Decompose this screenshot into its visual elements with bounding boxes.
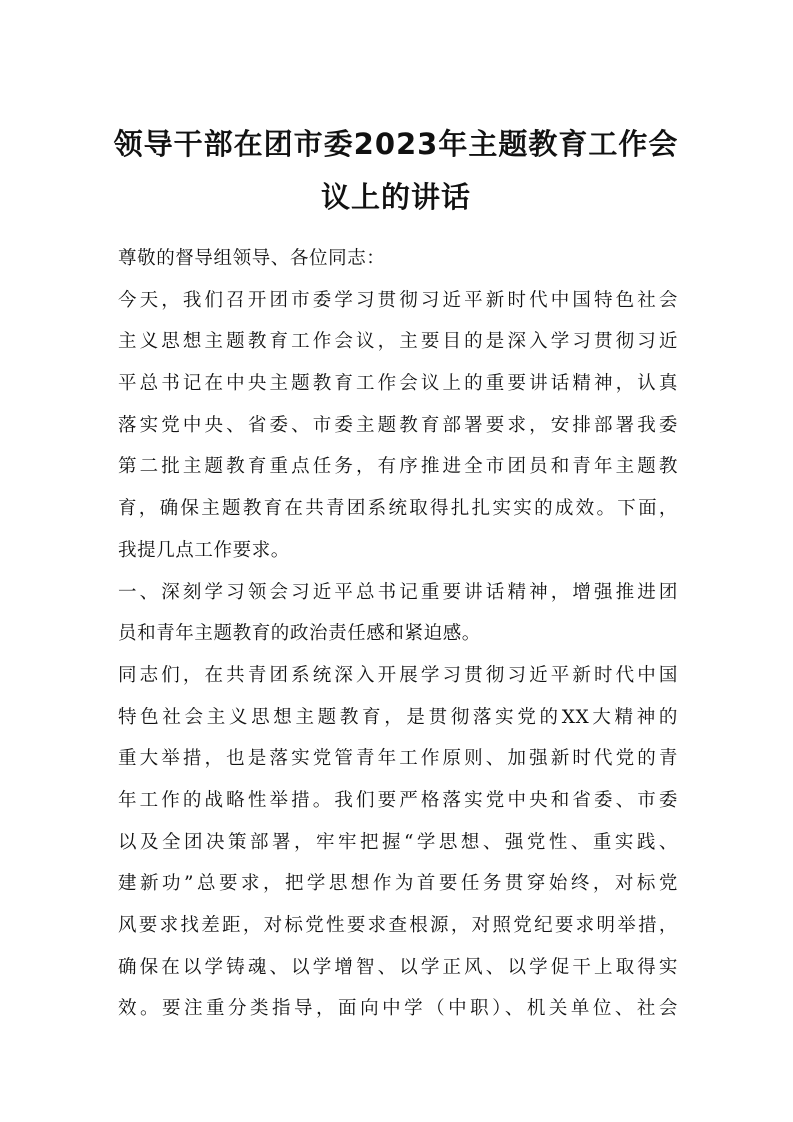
document-body: [118, 238, 678, 1030]
title-line-2: 议上的讲话: [320, 180, 471, 214]
paragraph-line: 重大举措，也是落实党管青年工作原则、加强新时代党的青: [118, 748, 678, 770]
section-heading-line: 一、深刻学习领会习近平总书记重要讲话精神，增强推进团: [118, 581, 678, 603]
paragraph-line: 建新功”总要求，把学思想作为首要任务贯穿始终，对标党: [118, 873, 678, 895]
paragraph-line: 平总书记在中央主题教育工作会议上的重要讲话精神，认真: [118, 373, 678, 395]
paragraph-line: 第二批主题教育重点任务，有序推进全市团员和青年主题教: [118, 456, 678, 478]
paragraph-line: 特色社会主义思想主题教育，是贯彻落实党的XX大精神的: [118, 706, 678, 728]
paragraph-line: 主义思想主题教育工作会议，主要目的是深入学习贯彻习近: [118, 331, 678, 353]
paragraph-line: 落实党中央、省委、市委主题教育部署要求，安排部署我委: [118, 414, 678, 436]
paragraph-line: 确保在以学铸魂、以学增智、以学正风、以学促干上取得实: [118, 956, 678, 978]
document-title: [100, 118, 692, 224]
section-heading-line: 员和青年主题教育的政治责任感和紧迫感。: [118, 623, 481, 645]
paragraph-line: 同志们，在共青团系统深入开展学习贯彻习近平新时代中国: [118, 664, 678, 686]
title-line-1: 领导干部在团市委2023年主题教育工作会: [113, 127, 679, 161]
paragraph-line: 以及全团决策部署，牢牢把握“学思想、强党性、重实践、: [118, 831, 678, 853]
paragraph-line: 我提几点工作要求。: [118, 539, 290, 561]
salutation-line: 尊敬的督导组领导、各位同志：: [118, 248, 386, 269]
paragraph-line: 今天，我们召开团市委学习贯彻习近平新时代中国特色社会: [118, 289, 678, 311]
paragraph-line: 年工作的战略性举措。我们要严格落实党中央和省委、市委: [118, 789, 678, 811]
paragraph-line: 育，确保主题教育在共青团系统取得扎扎实实的成效。下面，: [118, 498, 678, 520]
paragraph-line: 风要求找差距，对标党性要求查根源，对照党纪要求明举措，: [118, 915, 678, 936]
paragraph-line: 效。要注重分类指导，面向中学（中职）、机关单位、社会: [118, 998, 678, 1020]
